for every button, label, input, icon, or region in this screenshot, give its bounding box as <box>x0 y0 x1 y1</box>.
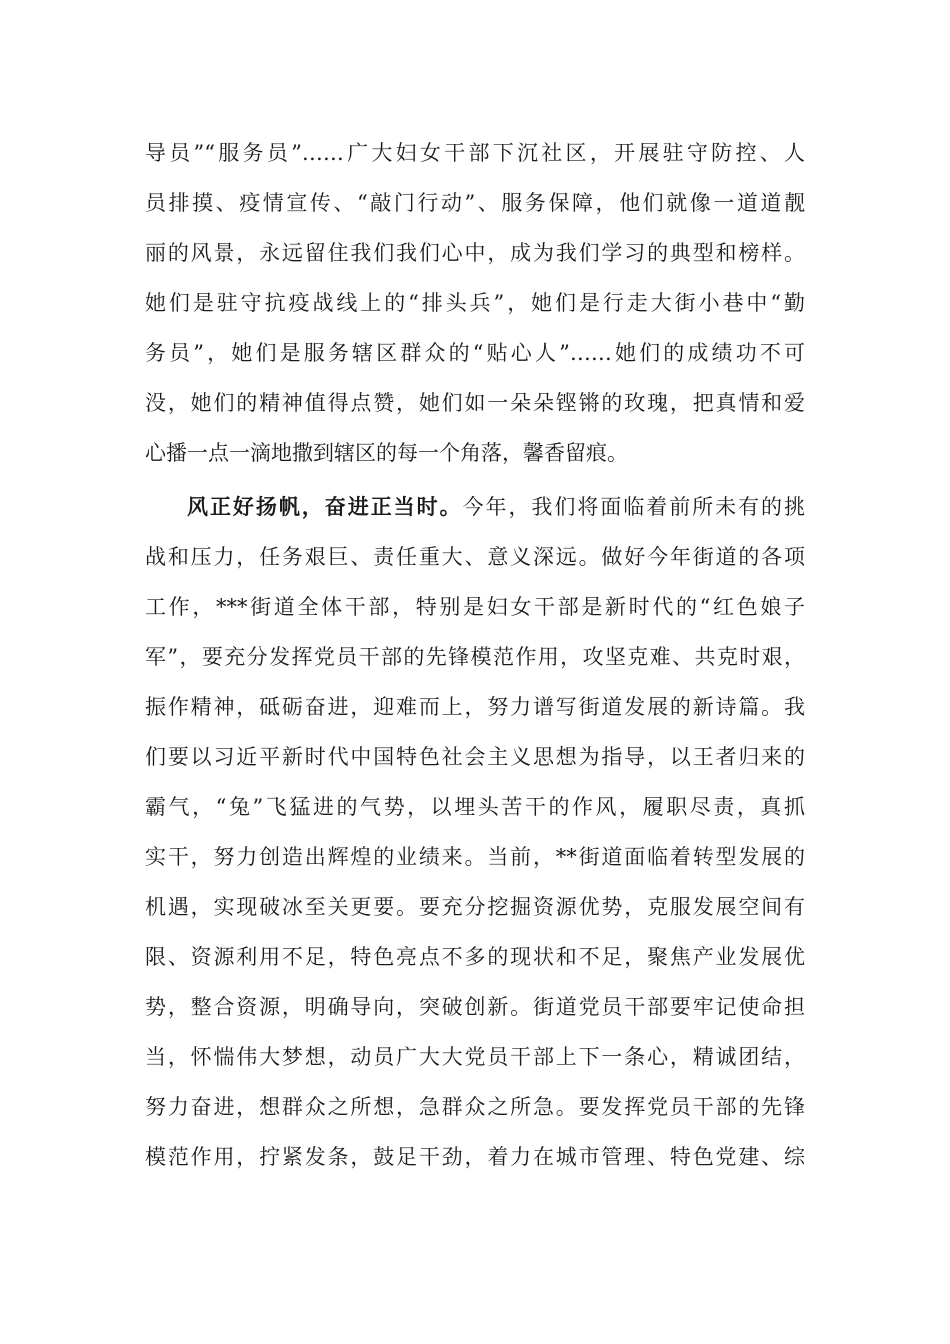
paragraph-heading: 风正好扬帆，奋进正当时。 <box>187 494 463 519</box>
text-line: 们要以习近平新时代中国特色社会主义思想为指导，以王者归来的 <box>145 745 805 769</box>
text-line: 她们是驻守抗疫战线上的“排头兵”，她们是行走大街小巷中“勤 <box>145 291 805 315</box>
text-line: 霸气，“兔”飞猛进的气势，以埋头苦干的作风，履职尽责，真抓 <box>145 795 805 819</box>
text-line: 没，她们的精神值得点赞，她们如一朵朵铿锵的玫瑰，把真情和爱 <box>145 391 805 415</box>
text-line: 振作精神，砥砺奋进，迎难而上，努力谱写街道发展的新诗篇。我 <box>145 695 805 719</box>
text-line: 丽的风景，永远留住我们我们心中，成为我们学习的典型和榜样。 <box>145 241 805 265</box>
text-line: 实干，努力创造出辉煌的业绩来。当前，**街道面临着转型发展的 <box>145 845 805 869</box>
text-line: 机遇，实现破冰至关更要。要充分挖掘资源优势，克服发展空间有 <box>145 895 805 919</box>
text-line: 导员”“服务员”……广大妇女干部下沉社区，开展驻守防控、人 <box>145 141 805 165</box>
text-line: 努力奋进，想群众之所想，急群众之所急。要发挥党员干部的先锋 <box>145 1095 805 1119</box>
text-line: 战和压力，任务艰巨、责任重大、意义深远。做好今年街道的各项 <box>145 545 805 569</box>
paragraph-first-line-text: 今年，我们将面临着前所未有的挑 <box>462 495 806 519</box>
paragraph-2 <box>145 482 805 1182</box>
text-line: 心播一点一滴地撒到辖区的每一个角落，馨香留痕。 <box>145 441 628 465</box>
text-line: 模范作用，拧紧发条，鼓足干劲，着力在城市管理、特色党建、综 <box>145 1145 805 1169</box>
text-line: 务员”，她们是服务辖区群众的“贴心人”……她们的成绩功不可 <box>145 341 805 365</box>
text-line: 员排摸、疫情宣传、“敲门行动”、服务保障，他们就像一道道靓 <box>145 191 805 215</box>
paragraph-1 <box>145 128 805 478</box>
text-line: 限、资源利用不足，特色亮点不多的现状和不足，聚焦产业发展优 <box>145 945 805 969</box>
text-line: 当，怀惴伟大梦想，动员广大大党员干部上下一条心，精诚团结， <box>145 1045 805 1069</box>
paragraph-first-line <box>145 482 805 532</box>
text-line: 军”，要充分发挥党员干部的先锋模范作用，攻坚克难、共克时艰， <box>145 645 805 669</box>
text-line: 工作，***街道全体干部，特别是妇女干部是新时代的“红色娘子 <box>145 595 805 619</box>
text-line: 势，整合资源，明确导向，突破创新。街道党员干部要牢记使命担 <box>145 995 805 1019</box>
